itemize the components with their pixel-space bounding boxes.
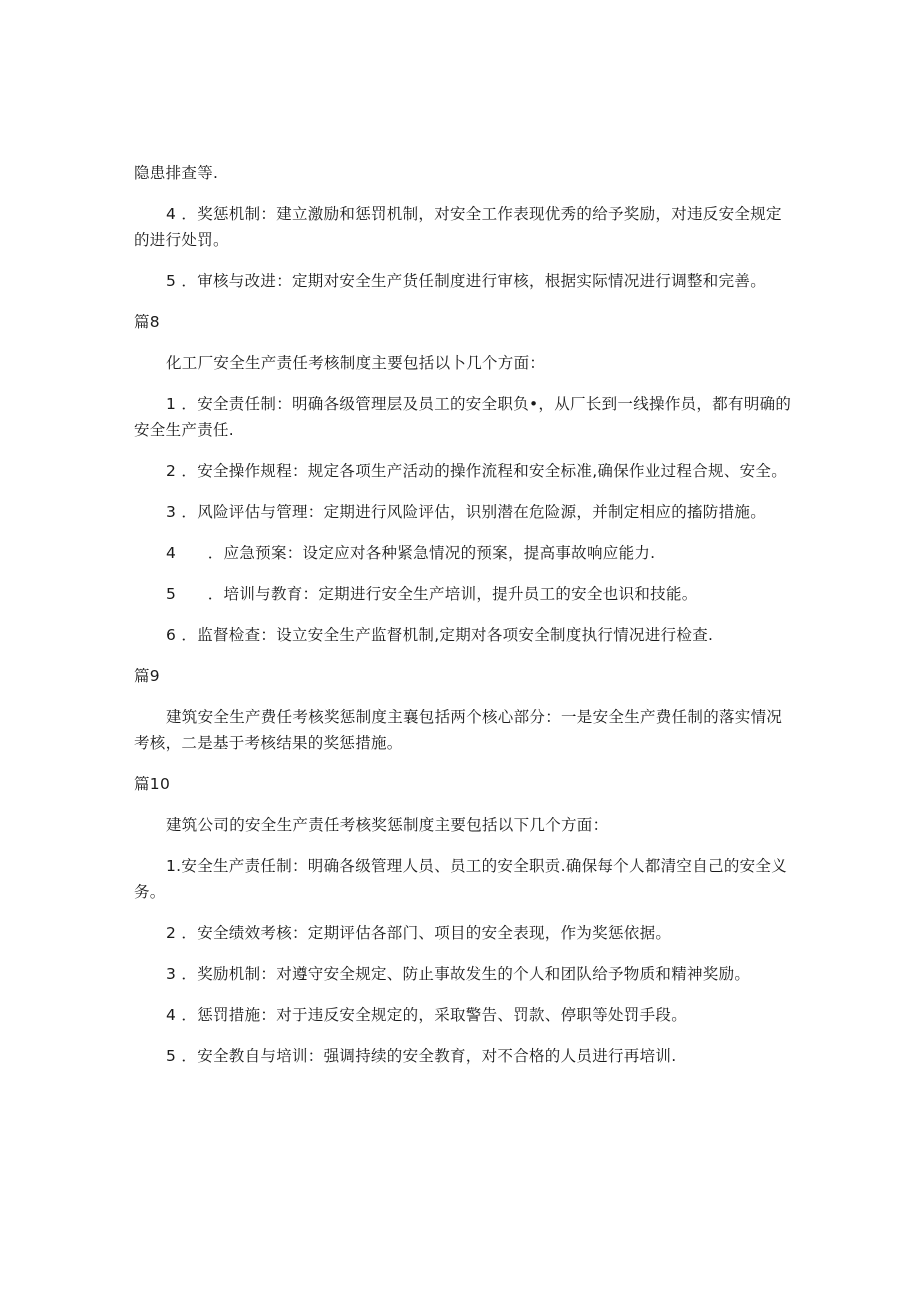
- paragraph-chemical-item-5: 5 ．培训与教育：定期进行安全生产培训，提升员工的安全也识和技能。: [166, 585, 698, 603]
- paragraph-chemical-item-3: 3 ．风险评估与管理：定期进行风险评估，识别潜在危险源，并制定相应的搐防措施。: [166, 503, 766, 521]
- paragraph-chemical-item-2: 2 ．安全操作规程：规定各项生产活动的操作流程和安全标准,确保作业过程合规、安全。: [166, 462, 788, 480]
- paragraph-company-intro: 建筑公司的安全生产责任考核奖惩制度主要包括以下几个方面：: [166, 816, 609, 834]
- section-heading-10: 篇10: [134, 775, 171, 793]
- paragraph-chemical-item-4: 4 ．应急预案：设定应对各种紧急情况的预案，提高事故响应能力.: [166, 544, 656, 562]
- paragraph-chemical-item-6: 6 ．监督检查：设立安全生产监督机制,定期对各项安全制度执行情况进行检查.: [166, 626, 714, 644]
- paragraph-company-item-5: 5 ．安全教自与培训：强调持续的安全教育，对不合格的人员进行再培训.: [166, 1047, 677, 1065]
- paragraph-review-improve: 5 ．审核与改进：定期对安全生产货任制度进行审核，根据实际情况进行调整和完善。: [166, 272, 766, 290]
- document-body: [134, 160, 794, 1084]
- section-heading-9: 篇9: [134, 667, 160, 685]
- section-heading-8: 篇8: [134, 313, 160, 331]
- paragraph-reward-punishment: 4 ．奖惩机制：建立激励和惩罚机制，对安全工作表现优秀的给予奖励，对违反安全规定的进行处罚。: [134, 205, 782, 249]
- paragraph-company-item-1: 1.安全生产责任制：明确各级管理人员、员工的安全职贡.确保每个人都清空自己的安全义务。: [134, 857, 788, 901]
- paragraph-company-item-2: 2 ．安全绩效考核：定期评估各部门、项目的安全表现，作为奖惩依据。: [166, 924, 672, 942]
- paragraph-construction-summary: 建筑安全生产费任考核奖惩制度主襄包括两个核心部分：一是安全生产费任制的落实情况考核，二是基于考核结果的奖惩措施。: [134, 708, 783, 752]
- paragraph-chemical-item-1: 1 ．安全责任制：明确各级管理层及员工的安全职负•，从厂长到一线操作员，都有明确的安全生产责任.: [134, 395, 792, 439]
- paragraph-company-item-3: 3 ．奖励机制：对遵守安全规定、防止事故发生的个人和团队给予物质和精神奖励。: [166, 965, 751, 983]
- paragraph-chemical-intro: 化工厂安全生产责任考核制度主要包括以卜几个方面：: [166, 354, 546, 372]
- paragraph-company-item-4: 4 ．惩罚措施：对于违反安全规定的，采取警告、罚款、停职等处罚手段。: [166, 1006, 687, 1024]
- paragraph-hazard-check: 隐患排查等.: [134, 164, 219, 182]
